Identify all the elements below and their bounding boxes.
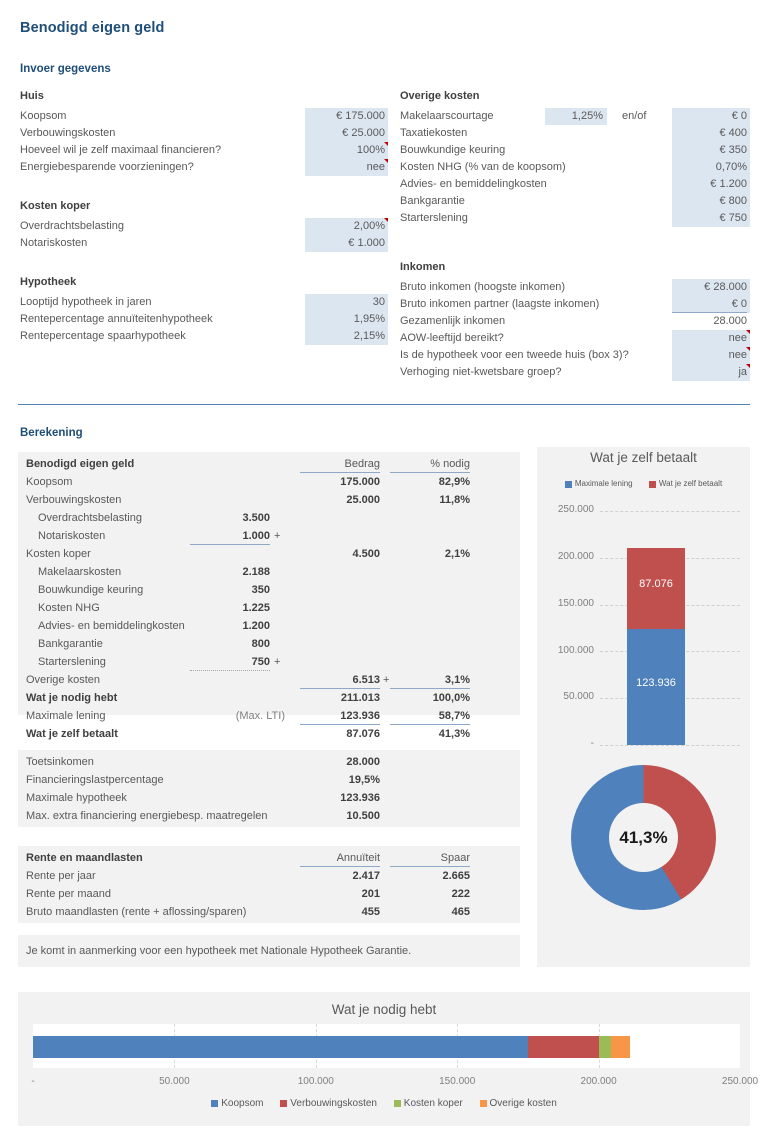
calc-bedrag-wat-je-nodig-hebt: 211.013: [340, 692, 380, 704]
xtick-100000: 100.000: [297, 1076, 334, 1087]
calc-value-maximale-hypotheek: 123.936: [340, 792, 380, 804]
calc-bedrag-verbouwingskosten: 25.000: [346, 494, 380, 506]
value-rente-annuiteiten[interactable]: 1,95%: [353, 313, 385, 325]
calc-label-starterslening: Starterslening: [38, 656, 106, 668]
label-rente-annuiteiten: Rentepercentage annuïteitenhypotheek: [20, 313, 213, 325]
calc-value-max-extra-financiering: 10.500: [346, 810, 380, 822]
calc-col-header-bedrag: Bedrag: [300, 456, 380, 473]
calc-annuiteit-bruto-maandlasten: 455: [361, 906, 380, 918]
calc-col-header-annuiteit: Annuïteit: [300, 850, 380, 867]
group-heading-hypotheek: Hypotheek: [20, 276, 77, 288]
value-looptijd[interactable]: 30: [372, 296, 385, 308]
xtick-50000: 50.000: [159, 1076, 190, 1087]
value-zelf-financieren[interactable]: 100%: [356, 144, 385, 156]
ytick-100000: 100.000: [557, 645, 594, 656]
calc-value-financieringslastpercentage: 19,5%: [348, 774, 380, 786]
label-looptijd: Looptijd hypotheek in jaren: [20, 296, 152, 308]
value-tweede-huis[interactable]: nee: [728, 349, 747, 361]
legend-label-verbouwingskosten: Verbouwingskosten: [290, 1098, 377, 1109]
nhg-note-text: Je komt in aanmerking voor een hypotheek met Nationale Hypotheek Garantie.: [26, 945, 412, 957]
calc-label-overige-kosten: Overige kosten: [26, 674, 100, 686]
label-aow-leeftijd: AOW-leeftijd bereikt?: [400, 332, 504, 344]
calc-annuiteit-rente-per-jaar: 2.417: [352, 870, 380, 882]
gridline-250000: [600, 511, 740, 512]
section-heading-input: Invoer gegevens: [20, 63, 111, 75]
label-energiebesparend: Energiebesparende voorzieningen?: [20, 161, 194, 173]
page-title: Benodigd eigen geld: [20, 20, 165, 36]
calc-pct-wat-je-nodig-hebt: 100,0%: [432, 692, 470, 704]
hbar-segment-overige-kosten: [611, 1036, 629, 1058]
value-advies-bemiddeling[interactable]: € 1.200: [710, 178, 747, 190]
calc-sub-starterslening: 750: [190, 654, 270, 671]
legend-swatch-verbouwingskosten: [280, 1100, 287, 1107]
label-kosten-nhg-pct: Kosten NHG (% van de koopsom): [400, 161, 566, 173]
value-notariskosten[interactable]: € 1.000: [348, 237, 385, 249]
legend-item-overige-kosten: [480, 1098, 557, 1109]
legend-swatch-koopsom: [211, 1100, 218, 1107]
donut-chart-center: [609, 803, 678, 872]
calc-pct-kosten-koper: 2,1%: [444, 548, 470, 560]
calc-title-rente-maandlasten: Rente en maandlasten: [26, 852, 143, 864]
chart-legend-bottom: [18, 1098, 750, 1109]
legend-item-kosten-koper: [394, 1098, 463, 1109]
calc-pct-koopsom: 82,9%: [438, 476, 470, 488]
ytick-0: -: [590, 738, 594, 749]
calc-label-wat-je-zelf-betaalt: Wat je zelf betaalt: [26, 728, 118, 740]
calc-bedrag-overige-kosten: 6.513: [300, 672, 380, 689]
section-heading-calc: Berekening: [20, 427, 83, 439]
calc-pct-overige-kosten: 3,1%: [390, 672, 470, 689]
calc-spaar-rente-per-maand: 222: [451, 888, 470, 900]
legend-swatch-overige-kosten: [480, 1100, 487, 1107]
label-advies-bemiddeling: Advies- en bemiddelingkosten: [400, 178, 547, 190]
value-koopsom[interactable]: € 175.000: [336, 110, 385, 122]
legend-label-wat-je-zelf-betaalt: Wat je zelf betaalt: [658, 479, 723, 489]
group-heading-inkomen: Inkomen: [400, 261, 446, 273]
xtick-150000: 150.000: [439, 1076, 476, 1087]
comment-indicator-icon: [746, 347, 750, 351]
legend-item-wat-je-zelf-betaalt: [649, 479, 722, 488]
calc-label-wat-je-nodig-hebt: Wat je nodig hebt: [26, 692, 118, 704]
calc-label-bankgarantie: Bankgarantie: [38, 638, 103, 650]
hbar-segment-kosten-koper: [599, 1036, 612, 1058]
label-notariskosten: Notariskosten: [20, 237, 88, 249]
label-zelf-financieren: Hoeveel wil je zelf maximaal financieren?: [20, 144, 222, 156]
bar-label-87076: 87.076: [639, 577, 673, 590]
calc-label-maximale-hypotheek: Maximale hypotheek: [26, 792, 127, 804]
calc-label-max-extra-financiering: Max. extra financiering energiebesp. maatregelen: [26, 810, 268, 822]
section-divider: [18, 404, 750, 405]
legend-label-kosten-koper: Kosten koper: [403, 1098, 463, 1109]
calc-col-header-pct: % nodig: [390, 456, 470, 473]
ytick-150000: 150.000: [557, 598, 594, 609]
legend-label-maximale-lening: Maximale lening: [574, 479, 633, 489]
calc-label-maximale-lening: Maximale lening: [26, 710, 106, 722]
calc-spaar-bruto-maandlasten: 465: [451, 906, 470, 918]
xtick-0: -: [31, 1076, 35, 1087]
calc-sub-overdrachtsbelasting: 3.500: [242, 512, 270, 524]
calc-label-financieringslastpercentage: Financieringslastpercentage: [26, 774, 164, 786]
label-enof: en/of: [622, 110, 647, 122]
label-overdrachtsbelasting: Overdrachtsbelasting: [20, 220, 124, 232]
calc-label-kosten-koper: Kosten koper: [26, 548, 91, 560]
label-bruto-inkomen-partner: Bruto inkomen partner (laagste inkomen): [400, 298, 600, 310]
label-tweede-huis: Is de hypotheek voor een tweede huis (box 3)?: [400, 349, 629, 361]
legend-swatch-kosten-koper: [394, 1100, 401, 1107]
chart-legend-column: [537, 479, 750, 488]
label-rente-spaar: Rentepercentage spaarhypotheek: [20, 330, 186, 342]
bar-label-123936: 123.936: [636, 677, 676, 689]
calc-sub-bouwkundige-keuring: 350: [251, 584, 270, 596]
calc-plus-sign-1: +: [274, 530, 281, 542]
label-niet-kwetsbare-groep: Verhoging niet-kwetsbare groep?: [400, 366, 562, 378]
comment-indicator-icon: [746, 330, 750, 334]
value-starterslening[interactable]: € 750: [719, 212, 747, 224]
xtick-250000: 250.000: [721, 1076, 759, 1087]
value-taxatiekosten[interactable]: € 400: [719, 127, 747, 139]
value-verbouwingskosten[interactable]: € 25.000: [342, 127, 385, 139]
label-gezamenlijk-inkomen: Gezamenlijk inkomen: [400, 315, 506, 327]
calc-bedrag-maximale-lening: 123.936: [300, 708, 380, 725]
calc-value-toetsinkomen: 28.000: [346, 756, 380, 768]
calc-label-makelaarskosten: Makelaarskosten: [38, 566, 122, 578]
calc-label-bruto-maandlasten: Bruto maandlasten (rente + aflossing/sparen): [26, 906, 247, 918]
comment-indicator-icon: [746, 364, 750, 368]
value-niet-kwetsbare-groep[interactable]: ja: [738, 366, 747, 378]
calc-pct-verbouwingskosten: 11,8%: [439, 494, 470, 506]
calc-label-verbouwingskosten: Verbouwingskosten: [26, 494, 122, 506]
calc-pct-wat-je-zelf-betaalt: 41,3%: [438, 728, 470, 740]
calc-label-overdrachtsbelasting: Overdrachtsbelasting: [38, 512, 142, 524]
calc-spaar-rente-per-jaar: 2.665: [442, 870, 470, 882]
calc-label-toetsinkomen: Toetsinkomen: [26, 756, 94, 768]
calc-sub-kosten-nhg: 1.225: [242, 602, 270, 614]
value-makelaarscourtage-bedrag[interactable]: € 0: [731, 110, 747, 122]
calc-bedrag-koopsom: 175.000: [340, 476, 380, 488]
value-kosten-nhg-pct[interactable]: 0,70%: [715, 161, 747, 173]
group-heading-overige-kosten: Overige kosten: [400, 90, 480, 102]
legend-item-koopsom: [211, 1098, 263, 1109]
label-bouwkundige-keuring: Bouwkundige keuring: [400, 144, 506, 156]
calc-label-rente-per-jaar: Rente per jaar: [26, 870, 96, 882]
legend-label-koopsom: Koopsom: [221, 1098, 264, 1109]
ytick-200000: 200.000: [557, 551, 594, 562]
comment-indicator-icon: [384, 142, 388, 146]
value-bouwkundige-keuring[interactable]: € 350: [719, 144, 747, 156]
chart-title-wat-je-zelf-betaalt: Wat je zelf betaalt: [590, 450, 697, 465]
label-taxatiekosten: Taxatiekosten: [400, 127, 468, 139]
ytick-50000: 50.000: [563, 691, 594, 702]
legend-item-maximale-lening: [565, 479, 633, 488]
label-verbouwingskosten: Verbouwingskosten: [20, 127, 116, 139]
calc-bedrag-kosten-koper: 4.500: [352, 548, 380, 560]
calc-label-advies-bemiddeling: Advies- en bemiddelingkosten: [38, 620, 185, 632]
group-heading-huis: Huis: [20, 90, 44, 102]
calc-label-bouwkundige-keuring: Bouwkundige keuring: [38, 584, 144, 596]
value-makelaarscourtage-pct[interactable]: 1,25%: [571, 110, 603, 122]
label-koopsom: Koopsom: [20, 110, 67, 122]
label-bruto-inkomen: Bruto inkomen (hoogste inkomen): [400, 281, 566, 293]
calc-sub-bankgarantie: 800: [251, 638, 270, 650]
legend-label-overige-kosten: Overige kosten: [489, 1098, 557, 1109]
calc-annuiteit-rente-per-maand: 201: [361, 888, 380, 900]
calc-bedrag-wat-je-zelf-betaalt: 87.076: [346, 728, 380, 740]
label-starterslening: Starterslening: [400, 212, 468, 224]
calc-sub-notariskosten: 1.000: [190, 528, 270, 545]
calc-pct-maximale-lening: 58,7%: [390, 708, 470, 725]
calc-plus-sign-2: +: [274, 656, 281, 668]
gridline-0: [600, 745, 740, 746]
value-bruto-inkomen[interactable]: € 28.000: [704, 281, 747, 293]
value-bruto-inkomen-partner[interactable]: € 0: [672, 296, 747, 313]
value-gezamenlijk-inkomen: 28.000: [713, 315, 747, 327]
label-makelaarscourtage: Makelaarscourtage: [400, 110, 494, 122]
legend-item-verbouwingskosten: [280, 1098, 377, 1109]
value-aow-leeftijd[interactable]: nee: [728, 332, 747, 344]
calc-title-benodigd: Benodigd eigen geld: [26, 458, 135, 470]
calc-label-kosten-nhg: Kosten NHG: [38, 602, 100, 614]
bar-segment-wat-je-zelf-betaalt: [627, 548, 685, 630]
label-bankgarantie: Bankgarantie: [400, 195, 465, 207]
value-overdrachtsbelasting[interactable]: 2,00%: [353, 220, 385, 232]
legend-swatch-blue: [565, 481, 572, 488]
calc-sub-makelaarskosten: 2.188: [242, 566, 270, 578]
calc-label-notariskosten: Notariskosten: [38, 530, 106, 542]
hbar-segment-verbouwingskosten: [528, 1036, 599, 1058]
calc-label-rente-per-maand: Rente per maand: [26, 888, 111, 900]
ytick-250000: 250.000: [557, 504, 594, 515]
calc-sub-advies-bemiddeling: 1.200: [242, 620, 270, 632]
hbar-segment-koopsom: [33, 1036, 528, 1058]
value-rente-spaar[interactable]: 2,15%: [353, 330, 385, 342]
comment-indicator-icon: [384, 218, 388, 222]
legend-swatch-red: [649, 481, 656, 488]
value-bankgarantie[interactable]: € 800: [719, 195, 747, 207]
calc-plus-sign-3: +: [383, 674, 390, 686]
calc-col-header-spaar: Spaar: [390, 850, 470, 867]
comment-indicator-icon: [384, 159, 388, 163]
xtick-200000: 200.000: [580, 1076, 617, 1087]
calc-note-max-lti: (Max. LTI): [235, 710, 285, 722]
calc-label-koopsom: Koopsom: [26, 476, 73, 488]
chart-title-wat-je-nodig-hebt: Wat je nodig hebt: [331, 1002, 437, 1017]
group-heading-kosten-koper: Kosten koper: [20, 200, 91, 212]
donut-center-label: 41,3%: [619, 827, 668, 847]
bar-segment-maximale-lening: [627, 629, 685, 745]
value-energiebesparend[interactable]: nee: [366, 161, 385, 173]
